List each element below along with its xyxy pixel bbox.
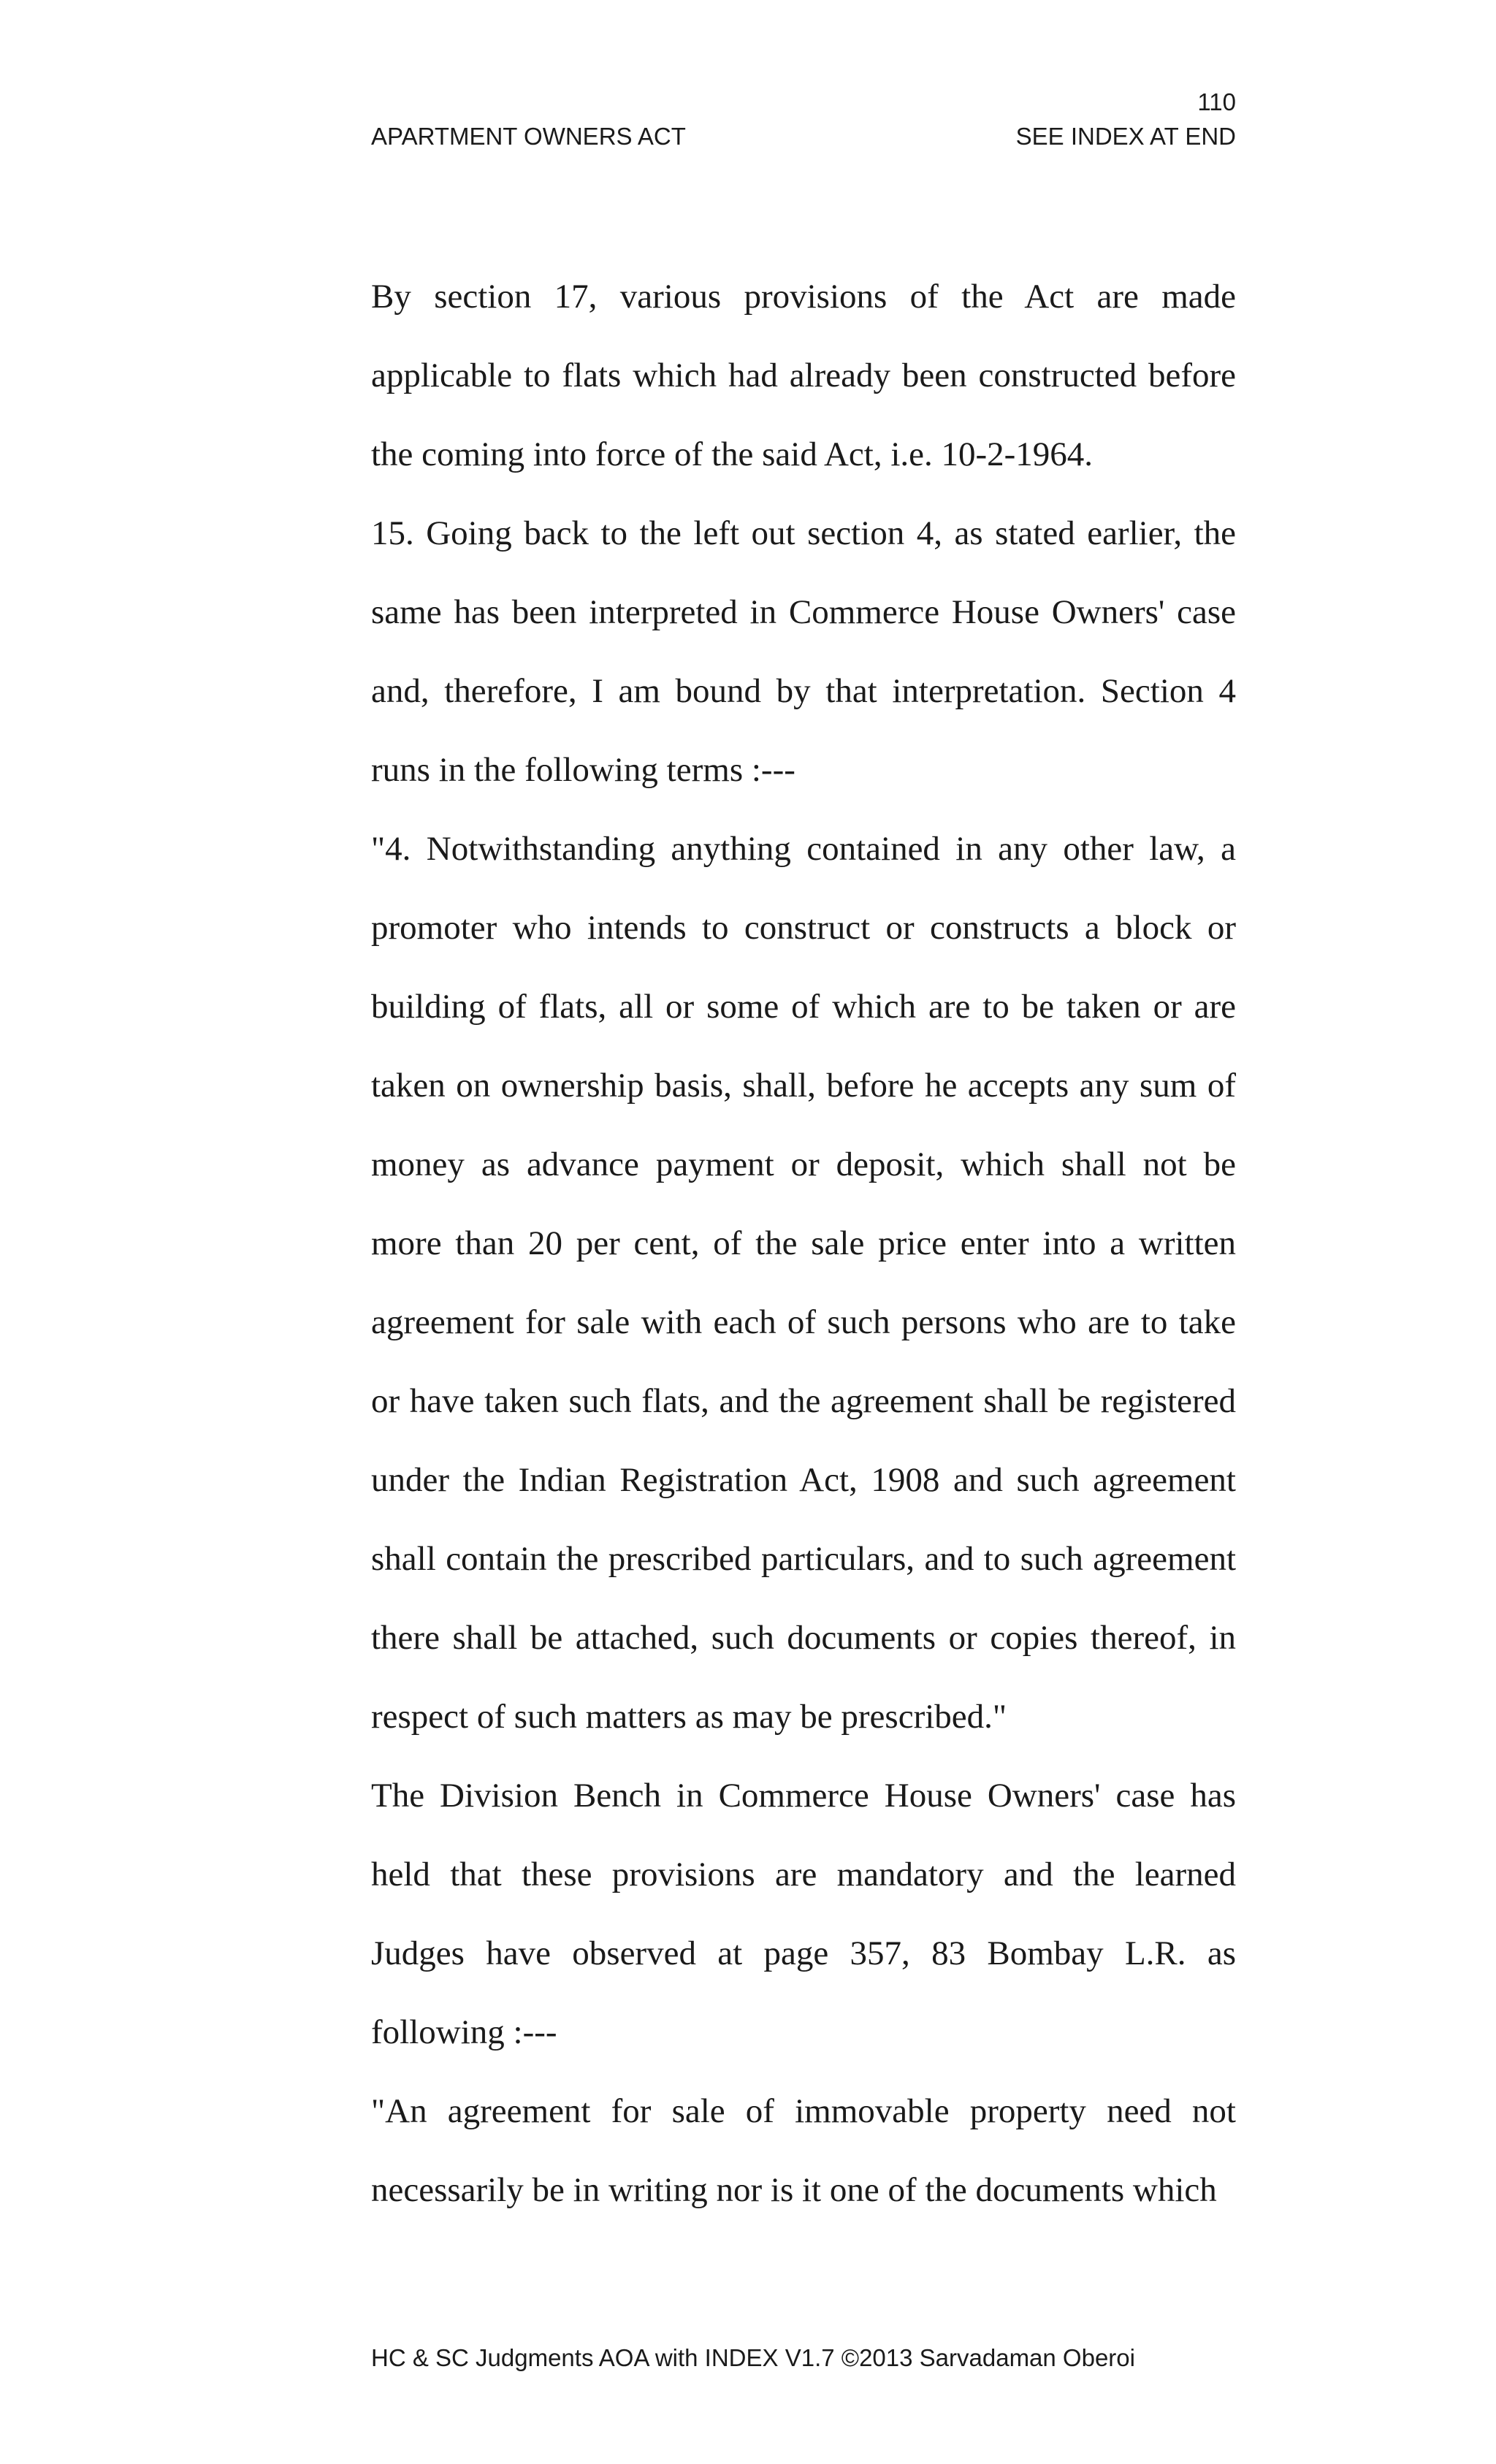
page-number: 110 bbox=[1197, 88, 1236, 115]
document-body bbox=[371, 257, 1236, 2230]
quoted-section-4: "4. Notwithstanding anything contained in any other law, a promoter who intends to construct or constructs a block or building of flats, all or some of which are to be taken or are taken on ownership basis, shall, before he accepts any sum of money as advance payment or deposit, which shall not be more than 20 per cent, of the sale price enter into a written agreement for sale with each of such persons who are to take or have taken such flats, and the agreement shall be registered under the Indian Registration Act, 1908 and such agreement shall contain the prescribed particulars, and to such agreement there shall be attached, such documents or copies thereof, in respect of such matters as may be prescribed." bbox=[371, 830, 1236, 1736]
paragraph: By section 17, various provisions of the Act are made applicable to flats which had already been constructed before the coming into force of the said Act, i.e. 10-2-1964. bbox=[371, 278, 1236, 473]
footer-copyright: HC & SC Judgments AOA with INDEX V1.7 ©2013 Sarvadaman Oberoi bbox=[371, 2344, 1135, 2371]
running-header bbox=[371, 122, 1236, 151]
paragraph: 15. Going back to the left out section 4, as stated earlier, the same has been interpreted in Commerce House Owners' case and, therefore, I am bound by that interpretation. Section 4 runs in the following terms :--- bbox=[371, 514, 1236, 789]
header-index-note: SEE INDEX AT END bbox=[1015, 123, 1236, 150]
header-title: APARTMENT OWNERS ACT bbox=[371, 123, 686, 150]
quoted-paragraph: "An agreement for sale of immovable property need not necessarily be in writing nor is it one of the documents which bbox=[371, 2092, 1236, 2209]
paragraph: The Division Bench in Commerce House Owners' case has held that these provisions are mandatory and the learned Judges have observed at page 357, 83 Bombay L.R. as following :--- bbox=[371, 1777, 1236, 2051]
